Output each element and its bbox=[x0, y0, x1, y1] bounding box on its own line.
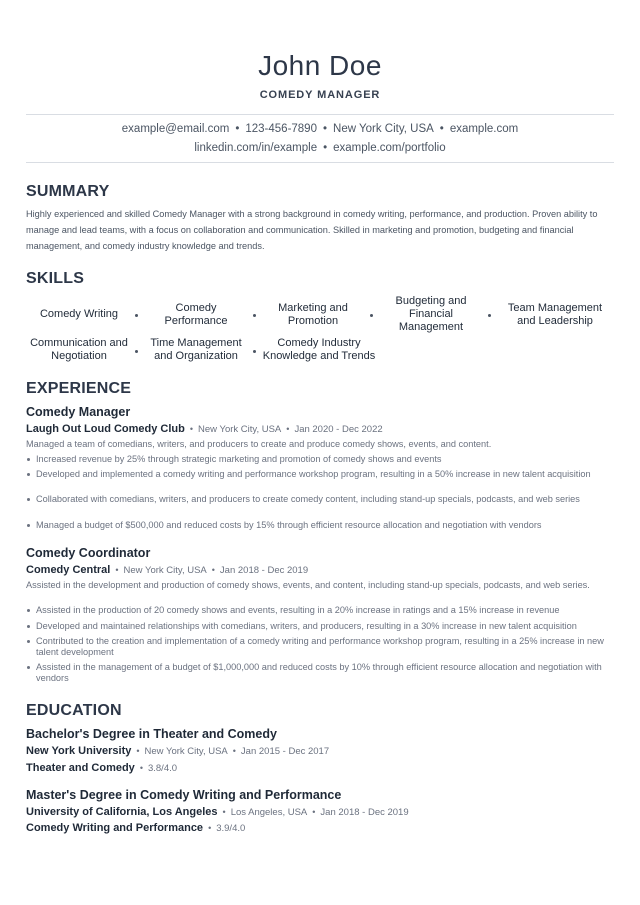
resume-page bbox=[26, 0, 614, 905]
skill-item: Marketing and Promotion bbox=[278, 302, 348, 327]
job-meta bbox=[26, 564, 308, 576]
summary-heading: SUMMARY bbox=[26, 183, 110, 200]
separator-dot: • bbox=[439, 123, 444, 135]
school-location: New York City, USA bbox=[144, 746, 228, 757]
degree-gpa: 3.9/4.0 bbox=[216, 823, 246, 834]
company-name: Comedy Central bbox=[26, 564, 111, 576]
separator-dot: • bbox=[235, 123, 240, 135]
degree-meta bbox=[26, 745, 329, 757]
degree-dates: Jan 2015 - Dec 2017 bbox=[240, 746, 330, 757]
linkedin-link[interactable]: linkedin.com/in/example bbox=[194, 142, 318, 154]
phone-number[interactable]: 123-456-7890 bbox=[245, 123, 317, 135]
degree-gpa: 3.8/4.0 bbox=[147, 763, 178, 774]
degree-dates: Jan 2018 - Dec 2019 bbox=[320, 807, 409, 818]
degree-field: Comedy Writing and Performance bbox=[26, 822, 204, 834]
job-bullet: Developed and maintained relationships with comedians, writers, and producers, resulting in a 30% increase in new talent acquisition bbox=[26, 621, 614, 632]
email-link[interactable]: example@email.com bbox=[121, 123, 230, 135]
skill-separator bbox=[253, 314, 256, 317]
skill-item: Comedy Performance bbox=[164, 302, 228, 327]
job-bullet: Developed and implemented a comedy writing and performance workshop program, resulting in a 50% increase in new talent acquisition bbox=[26, 469, 614, 480]
school-location: Los Angeles, USA bbox=[230, 807, 308, 818]
degree-title: Master's Degree in Comedy Writing and Performance bbox=[26, 788, 342, 802]
job-dates: Jan 2020 - Dec 2022 bbox=[294, 424, 383, 435]
skill-separator bbox=[253, 350, 256, 353]
skills-heading: SKILLS bbox=[26, 270, 85, 287]
separator-dot: • bbox=[323, 142, 328, 154]
separator-dot: • bbox=[322, 123, 328, 135]
candidate-name: John Doe bbox=[258, 50, 382, 81]
separator-dot: • bbox=[232, 746, 236, 756]
job-meta bbox=[26, 423, 383, 435]
separator-dot: • bbox=[211, 565, 215, 575]
degree-field-row bbox=[26, 762, 177, 774]
contact-line-2 bbox=[26, 142, 614, 154]
website-link[interactable]: example.com bbox=[449, 123, 519, 135]
separator-dot: • bbox=[136, 746, 140, 756]
job-description: Managed a team of comedians, writers, and producers to create and produce comedy shows, events, and content. bbox=[26, 439, 492, 449]
job-bullet: Assisted in the management of a budget of $1,000,000 and reduced costs by 10% through efficient resource allocation and negotiation with vendors bbox=[26, 662, 614, 684]
separator-dot: • bbox=[115, 565, 119, 575]
skill-item: Comedy Industry Knowledge and Trends bbox=[262, 337, 376, 362]
skill-item: Budgeting and Financial Management bbox=[395, 295, 467, 333]
summary-text: Highly experienced and skilled Comedy Manager with a strong background in comedy writing, performance, and production. Proven ability to manage and lead teams, with a focus on collaboration and communication. Skilled in marketing and promotion, budgeting and financial management, and comedy industry knowledge and trends. bbox=[26, 209, 598, 252]
job-title: Comedy Coordinator bbox=[26, 546, 151, 560]
job-bullet: Assisted in the production of 20 comedy shows and events, resulting in a 20% increase in ratings and a 15% increase in revenue bbox=[26, 605, 614, 616]
contact-line-1 bbox=[26, 123, 614, 135]
degree-field-row bbox=[26, 822, 245, 834]
job-location: New York City, USA bbox=[198, 424, 282, 435]
separator-dot: • bbox=[208, 823, 212, 833]
skill-separator bbox=[488, 314, 491, 317]
job-location: New York City, USA bbox=[123, 565, 207, 576]
separator-dot: • bbox=[222, 807, 226, 817]
skill-item: Communication and Negotiation bbox=[30, 337, 128, 362]
job-bullet: Contributed to the creation and implementation of a comedy writing and performance workshop program, resulting in a 25% increase in new talent development bbox=[26, 636, 614, 658]
separator-dot: • bbox=[189, 424, 194, 434]
job-description: Assisted in the development and production of comedy shows, events, and content, including stand-up specials, podcasts, and web series. bbox=[26, 580, 590, 590]
skill-item: Time Management and Organization bbox=[150, 337, 242, 362]
separator-dot: • bbox=[139, 763, 143, 773]
experience-heading: EXPERIENCE bbox=[26, 380, 132, 397]
header-divider-top bbox=[26, 114, 614, 115]
job-dates: Jan 2018 - Dec 2019 bbox=[219, 565, 309, 576]
header-divider-bottom bbox=[26, 162, 614, 163]
skill-separator bbox=[370, 314, 373, 317]
degree-title: Bachelor's Degree in Theater and Comedy bbox=[26, 727, 277, 741]
job-title: Comedy Manager bbox=[26, 405, 131, 419]
job-bullet: Collaborated with comedians, writers, and producers to create comedy content, including stand-up specials, podcasts, and web series bbox=[26, 494, 614, 505]
degree-field: Theater and Comedy bbox=[26, 762, 135, 774]
job-bullet: Increased revenue by 25% through strategic marketing and promotion of comedy shows and events bbox=[26, 454, 614, 465]
school-name: New York University bbox=[26, 745, 132, 757]
skill-separator bbox=[135, 314, 138, 317]
education-heading: EDUCATION bbox=[26, 702, 122, 719]
candidate-title: COMEDY MANAGER bbox=[259, 89, 381, 101]
skill-item: Comedy Writing bbox=[39, 308, 119, 320]
separator-dot: • bbox=[312, 807, 316, 817]
portfolio-link[interactable]: example.com/portfolio bbox=[333, 142, 446, 154]
skill-item: Team Management and Leadership bbox=[507, 302, 603, 327]
company-name: Laugh Out Loud Comedy Club bbox=[26, 423, 185, 435]
school-name: University of California, Los Angeles bbox=[26, 806, 218, 818]
separator-dot: • bbox=[286, 424, 290, 434]
skill-separator bbox=[135, 350, 138, 353]
location-text: New York City, USA bbox=[333, 123, 434, 135]
degree-meta bbox=[26, 806, 409, 818]
job-bullet: Managed a budget of $500,000 and reduced costs by 15% through efficient resource allocation and negotiation with vendors bbox=[26, 520, 614, 531]
